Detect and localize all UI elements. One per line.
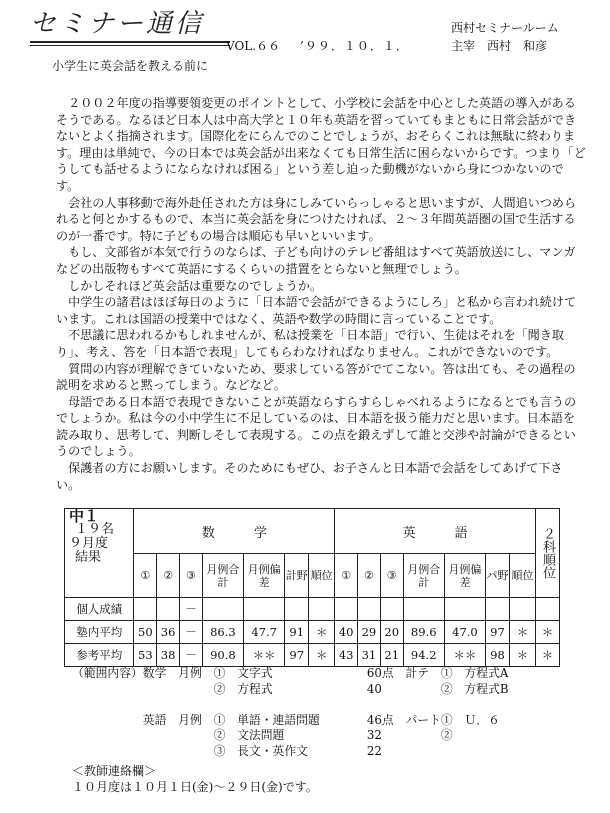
scope-line: ③ 長文・英作文 22 <box>72 743 382 758</box>
article-paragraph: もし、文部省が本気で行うのならば、子ども向けのテレビ番組はすべて英語放送にし、マンガなどの出版物もすべて英語にするくらいの措置をとらないと無理でしょう。 <box>56 245 576 276</box>
table-cell: － <box>180 598 203 621</box>
article-paragraph: しかしそれほど英会話は重要なのでしょうか。 <box>68 278 323 293</box>
sub-header-cell: 月例偏差 <box>244 554 285 598</box>
table-cell: 38 <box>157 644 180 667</box>
organization-name: 西村セミナールーム <box>451 21 559 35</box>
scope-line <box>72 697 509 713</box>
table-cell <box>309 598 335 621</box>
table-cell: ＊ <box>309 621 335 644</box>
table-cell: 21 <box>380 644 403 667</box>
article-paragraph: 中学生の諸君はほぼ毎日のように「日本語で会話ができるようにしろ」と私から言われ続けています。これは国語の授業中ではなく、英語や数学の時間に言っていることです。 <box>56 295 577 326</box>
sub-header-cell: 計野 <box>285 554 309 598</box>
contact-text: １０月度は１０月１日(金)～２９日(金)です。 <box>72 780 318 794</box>
table-cell: 29 <box>358 621 381 644</box>
table-cell: 47.0 <box>444 621 485 644</box>
table-cell: － <box>180 621 203 644</box>
table-row <box>65 621 560 644</box>
table-cell: 97 <box>486 621 510 644</box>
table-row <box>65 644 560 667</box>
sub-header-cell: ③ <box>180 554 203 598</box>
table-cell: 36 <box>157 621 180 644</box>
sub-header-cell: 月例合計 <box>202 554 243 598</box>
table-cell: 47.7 <box>244 621 285 644</box>
sub-header-cell: ① <box>335 554 358 598</box>
table-cell: ＊ <box>509 644 535 667</box>
row-label: 参考平均 <box>65 644 134 667</box>
table-cell <box>335 598 358 621</box>
student-count: １９名 <box>75 522 115 537</box>
article-paragraph: 会社の人事移動で海外赴任された方は身にしみていらっしゃると思いますが、人間追いつめられると何とかするもので、本当に英会話を身につけたければ、２～３年間英語圏の国で生活するのが一番です。特に子どもの場合は順応も早いといいます。 <box>56 195 577 243</box>
result-label: 結果 <box>75 550 102 565</box>
table-cell <box>285 598 309 621</box>
head-teacher: 主宰 西村 和彦 <box>451 39 548 53</box>
english-title: 英 語 <box>335 509 536 554</box>
table-cell <box>134 598 157 621</box>
table-cell: 98 <box>486 644 510 667</box>
table-cell: 89.6 <box>403 621 444 644</box>
table-cell: 91 <box>285 621 309 644</box>
row-label: 塾内平均 <box>65 621 134 644</box>
class-info-cell <box>65 509 134 598</box>
table-cell: ＊＊ <box>444 644 485 667</box>
scope-line: （範囲内容）数学 月例 ① 文字式 60点 計テ ① 方程式A <box>72 666 509 680</box>
table-cell: 40 <box>335 621 358 644</box>
issue-date: ’９９．１０．１． <box>300 39 409 53</box>
article-title: 小学生に英会話を教える前に <box>52 59 209 73</box>
table-cell: 43 <box>335 644 358 667</box>
table-cell: 31 <box>358 644 381 667</box>
table-cell: ＊ <box>536 644 560 667</box>
table-cell: ＊ <box>536 621 560 644</box>
article-paragraph: 質問の内容が理解できていないため、要求している答がでてこない。答は出ても、その過程の説明を求めると黙ってしまう。などなど。 <box>56 361 576 393</box>
sub-header-cell: ② <box>358 554 381 598</box>
grade-label: 中１ <box>69 507 100 525</box>
two-subject-rank-header: ２科順位 <box>536 509 560 598</box>
sub-header-cell: ② <box>157 554 180 598</box>
scope-line: ② 方程式 40 ② 方程式B <box>72 681 509 696</box>
table-cell <box>202 598 243 621</box>
contact-title: ＜教師連絡欄＞ <box>72 764 157 778</box>
table-cell: 90.8 <box>202 644 243 667</box>
table-cell: 50 <box>134 621 157 644</box>
table-cell <box>380 598 403 621</box>
article-paragraph: 保護者の方にお願いします。そのためにもぜひ、お子さんと日本語で会話をしてあげて下さい。 <box>56 461 563 492</box>
table-row <box>65 598 560 621</box>
table-cell: 97 <box>285 644 309 667</box>
sub-header-cell: パ野 <box>486 554 510 598</box>
table-cell: 53 <box>134 644 157 667</box>
grade-table <box>64 508 560 667</box>
math-title: 数 学 <box>134 509 335 554</box>
table-cell <box>244 598 285 621</box>
sub-header-cell: 月例偏差 <box>444 554 485 598</box>
table-cell: ＊ <box>509 621 535 644</box>
table-cell <box>509 598 535 621</box>
article-paragraph: 母語である日本語で表現できないことが英語ならすらすらしゃべれるようになるとでも言うのでしょうか。私は今の小中学生に不足しているのは、日本語を扱う能力だと思います。日本語を読み取り、思考して、判断しそして表現する。この点を鍛えずして誰と交渉や討論ができるというのでしょう。 <box>56 394 577 459</box>
table-cell: 86.3 <box>202 621 243 644</box>
masthead <box>30 8 230 46</box>
article-paragraph: ２００２年度の指導要領変更のポイントとして、小学校に会話を中心とした英語の導入があるそうである。なるほど日本人は中高大学と１０年も英語を習っていてもまともに日常会話ができないとよく指摘されます。国際化をにらんでのことでしょうが、おそらくこれは無駄に終わります。理由は単純で、今の日本では英会話が出来なくても日常生活に困らないからです。つまり「どうしても話せるようにならなければ困る」という差し迫った動機がないから身につかないのです。 <box>56 96 586 193</box>
sub-header-cell: 順位 <box>509 554 535 598</box>
article-body <box>56 95 586 493</box>
table-cell <box>536 598 560 621</box>
scope-line: 英語 月例 ① 単語・連語問題 46点 パート① Ｕ．６ <box>72 712 500 727</box>
table-cell <box>486 598 510 621</box>
sub-header-row <box>65 554 560 598</box>
sub-header-cell: 月例合計 <box>403 554 444 598</box>
table-cell <box>157 598 180 621</box>
month-label: ９月度 <box>69 536 109 551</box>
sub-header-cell: 順位 <box>309 554 335 598</box>
sub-header-cell: ③ <box>380 554 403 598</box>
scope-line: ② 文法問題 32 ② <box>72 728 453 742</box>
table-cell <box>358 598 381 621</box>
table-cell: － <box>180 644 203 667</box>
masthead-title: セミナー通信 <box>30 9 205 39</box>
scope-block <box>72 666 509 759</box>
sub-header-cell: ① <box>134 554 157 598</box>
table-cell: ＊＊ <box>244 644 285 667</box>
table-cell: ＊ <box>309 644 335 667</box>
volume-number: VOL.６６ <box>226 39 281 53</box>
table-cell <box>403 598 444 621</box>
table-cell: 94.2 <box>403 644 444 667</box>
row-label: 個人成績 <box>65 598 134 621</box>
table-cell: 20 <box>380 621 403 644</box>
article-paragraph: 不思議に思われるかもしれませんが、私は授業を「日本語」で行い、生徒はそれを「聞き取り」、考え、答を「日本語で表現」してもらわなければなりません。これができないのです。 <box>56 328 564 359</box>
table-cell <box>444 598 485 621</box>
